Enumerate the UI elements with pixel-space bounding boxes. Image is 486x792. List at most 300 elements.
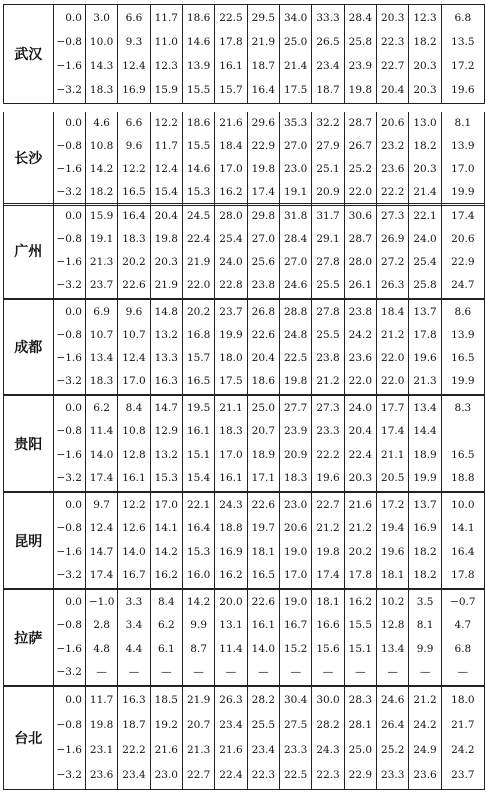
month-column <box>182 204 214 299</box>
month-column <box>247 111 279 206</box>
temperature-value: 23.9 <box>283 425 308 438</box>
month-column <box>85 687 117 790</box>
month-column <box>441 396 484 492</box>
temperature-value: 13.9 <box>186 60 211 72</box>
month-column <box>344 5 376 104</box>
temperature-value: 4.7 <box>454 619 472 632</box>
month-column <box>182 111 214 206</box>
temperature-value: 17.8 <box>413 329 437 341</box>
temperature-value: 15.1 <box>348 642 373 655</box>
temperature-value: 16.5 <box>186 375 211 387</box>
depth-label: −1.6 <box>56 545 82 558</box>
temperature-value: 3.4 <box>125 619 143 632</box>
month-column <box>85 300 117 395</box>
temperature-value: — <box>193 665 204 678</box>
month-column <box>344 300 376 395</box>
month-column <box>150 5 182 104</box>
temperature-value: — <box>419 665 431 678</box>
depth-label: −0.8 <box>56 140 82 152</box>
temperature-value: 23.7 <box>451 769 475 781</box>
month-column <box>377 111 409 206</box>
temperature-value: 16.9 <box>122 84 146 96</box>
month-column <box>409 204 441 299</box>
temperature-value: 16.3 <box>122 694 146 706</box>
temperature-value: 19.4 <box>381 522 405 535</box>
month-column <box>312 396 344 492</box>
temperature-value: 25.2 <box>381 744 405 756</box>
month-column <box>118 590 150 686</box>
month-column <box>182 590 214 686</box>
temperature-value: 24.0 <box>348 402 373 414</box>
temperature-value: 20.0 <box>219 596 243 608</box>
temperature-value: 24.2 <box>348 329 373 341</box>
month-column <box>85 5 117 104</box>
temperature-value: 26.5 <box>316 36 340 48</box>
temperature-value: 28.4 <box>348 12 373 24</box>
temperature-value: 8.3 <box>454 402 472 414</box>
temperature-value: 17.0 <box>219 163 243 175</box>
temperature-value: 15.2 <box>283 642 308 655</box>
month-column <box>344 204 376 299</box>
temperature-value: 19.8 <box>316 545 340 558</box>
temperature-value: 15.5 <box>186 84 211 96</box>
temperature-value: 12.6 <box>122 522 146 535</box>
temperature-value: 13.2 <box>154 448 178 461</box>
depth-label: 0.0 <box>65 402 82 414</box>
month-column <box>312 5 344 104</box>
temperature-value: 14.7 <box>154 402 178 414</box>
month-column <box>118 396 150 492</box>
temperature-value: 19.8 <box>251 163 276 175</box>
temperature-value: 20.6 <box>451 233 475 245</box>
temperature-value: 31.8 <box>283 210 308 222</box>
temperature-value: 22.5 <box>219 12 243 24</box>
temperature-value: 19.7 <box>251 522 276 535</box>
temperature-value: 9.6 <box>125 306 143 318</box>
temperature-value: 21.3 <box>186 744 211 756</box>
temperature-value: 22.2 <box>316 448 340 461</box>
temperature-value: 14.2 <box>186 596 211 608</box>
temperature-value: 18.0 <box>451 694 475 706</box>
temperature-value: 12.4 <box>122 60 146 72</box>
temperature-value: 17.0 <box>219 448 243 461</box>
month-column <box>312 687 344 790</box>
month-column <box>344 590 376 686</box>
temperature-value: 13.4 <box>381 642 405 655</box>
temperature-value: 14.2 <box>154 545 178 558</box>
temperature-value: 20.4 <box>251 352 276 364</box>
temperature-value: 24.9 <box>413 744 437 756</box>
temperature-value: 20.3 <box>413 163 437 175</box>
temperature-value: 23.6 <box>381 163 405 175</box>
month-column <box>280 396 312 492</box>
temperature-value: 6.6 <box>125 12 143 24</box>
month-column <box>280 204 312 299</box>
month-column <box>150 590 182 686</box>
depth-label: −3.2 <box>56 568 82 581</box>
temperature-value: 19.6 <box>413 352 437 364</box>
city-section <box>3 110 485 206</box>
month-column <box>280 111 312 206</box>
temperature-value: 18.1 <box>381 568 405 581</box>
month-column <box>215 396 247 492</box>
temperature-value: 22.6 <box>251 499 276 511</box>
depth-label: 0.0 <box>65 694 82 706</box>
temperature-value: 10.0 <box>89 36 114 48</box>
temperature-value: 20.3 <box>413 60 437 72</box>
month-column <box>441 300 484 395</box>
month-column <box>312 493 344 589</box>
temperature-value: 6.2 <box>93 402 110 414</box>
temperature-value: 22.0 <box>186 279 211 291</box>
temperature-value: 3.5 <box>416 596 434 608</box>
temperature-value: 4.8 <box>93 642 110 655</box>
temperature-value: 20.2 <box>348 545 373 558</box>
city-name: 贵阳 <box>4 396 54 492</box>
temperature-value: 16.5 <box>451 352 475 364</box>
temperature-value: 6.1 <box>157 642 175 655</box>
temperature-value: 11.7 <box>154 140 178 152</box>
temperature-value: 18.2 <box>413 568 437 581</box>
temperature-value: 12.3 <box>413 12 437 24</box>
depth-label: −1.6 <box>56 256 82 268</box>
temperature-value: 27.0 <box>283 256 308 268</box>
temperature-value: 28.0 <box>348 256 373 268</box>
temperature-value: 23.6 <box>89 769 114 781</box>
temperature-value: 27.7 <box>283 402 308 414</box>
temperature-value: 16.4 <box>451 545 475 558</box>
temperature-value: 17.8 <box>348 568 373 581</box>
temperature-value: 21.6 <box>219 117 243 129</box>
temperature-value: 18.4 <box>381 306 405 318</box>
temperature-value: 16.9 <box>219 545 243 558</box>
temperature-value: 16.6 <box>316 619 340 632</box>
temperature-value: 12.3 <box>154 60 178 72</box>
temperature-value: 18.3 <box>89 84 114 96</box>
temperature-value: 25.5 <box>316 329 340 341</box>
temperature-value: 18.0 <box>219 352 243 364</box>
temperature-value: 10.7 <box>89 329 114 341</box>
temperature-value: 19.6 <box>451 84 475 96</box>
depth-column <box>53 204 85 299</box>
depth-label: −1.6 <box>56 642 82 655</box>
month-column <box>150 396 182 492</box>
temperature-value: 24.8 <box>283 329 308 341</box>
temperature-value: 25.4 <box>219 233 243 245</box>
temperature-value: 24.6 <box>283 279 308 291</box>
temperature-value: 19.8 <box>283 375 308 387</box>
temperature-value: 21.1 <box>219 402 243 414</box>
temperature-value: 8.4 <box>157 596 175 608</box>
temperature-value: 11.4 <box>89 425 114 438</box>
temperature-value: 14.6 <box>186 163 211 175</box>
temperature-value: 18.3 <box>283 471 308 484</box>
temperature-value: 9.9 <box>416 642 434 655</box>
temperature-value: 24.5 <box>186 210 211 222</box>
temperature-value: 21.1 <box>381 448 405 461</box>
temperature-value: 18.6 <box>186 12 211 24</box>
temperature-value: 27.8 <box>316 306 340 318</box>
temperature-value: 8.1 <box>454 117 472 129</box>
temperature-value: 23.0 <box>154 769 178 781</box>
temperature-value: 19.6 <box>316 471 340 484</box>
city-section <box>3 589 485 686</box>
temperature-value: −0.7 <box>450 596 476 608</box>
month-column <box>312 204 344 299</box>
temperature-value: 22.9 <box>348 769 373 781</box>
temperature-value: 21.9 <box>251 36 276 48</box>
temperature-value: 19.6 <box>381 545 405 558</box>
depth-label: −3.2 <box>56 665 82 678</box>
city-section <box>3 492 485 589</box>
temperature-value: 15.4 <box>186 471 211 484</box>
temperature-value: 23.6 <box>348 352 373 364</box>
temperature-value: 16.8 <box>186 329 211 341</box>
temperature-value: 13.9 <box>451 329 475 341</box>
month-column <box>280 300 312 395</box>
temperature-value: 17.4 <box>316 568 340 581</box>
temperature-value: 19.9 <box>413 471 437 484</box>
temperature-value: 14.0 <box>89 448 114 461</box>
temperature-value: 15.3 <box>154 471 178 484</box>
temperature-value: 16.5 <box>451 448 475 461</box>
temperature-value: — <box>322 665 334 678</box>
temperature-value: — <box>258 665 269 678</box>
temperature-value: 32.2 <box>316 117 340 129</box>
temperature-value: 22.2 <box>122 744 146 756</box>
temperature-value: 17.2 <box>381 499 405 511</box>
temperature-value: 29.8 <box>251 210 276 222</box>
temperature-value: 11.7 <box>154 12 178 24</box>
temperature-value: — <box>96 665 107 678</box>
temperature-value: 19.8 <box>348 84 373 96</box>
temperature-value: 35.3 <box>283 117 308 129</box>
depth-label: 0.0 <box>65 12 82 24</box>
temperature-value: 22.0 <box>348 186 373 198</box>
city-name: 武汉 <box>4 5 54 104</box>
month-column <box>182 300 214 395</box>
temperature-value: 21.9 <box>186 256 211 268</box>
temperature-value: 20.9 <box>316 186 340 198</box>
city-name: 拉萨 <box>4 590 54 686</box>
temperature-value: 18.6 <box>251 375 276 387</box>
temperature-value: 17.8 <box>219 36 243 48</box>
temperature-value: 25.1 <box>316 163 340 175</box>
temperature-value: 22.1 <box>413 210 437 222</box>
temperature-value: 17.4 <box>89 568 114 581</box>
temperature-value: 26.8 <box>251 306 276 318</box>
month-column <box>118 300 150 395</box>
temperature-value: 28.8 <box>283 306 308 318</box>
temperature-value: 16.4 <box>186 522 211 535</box>
temperature-value: 12.4 <box>122 352 146 364</box>
temperature-value: 15.7 <box>219 84 243 96</box>
temperature-value: 21.2 <box>413 694 437 706</box>
temperature-value: 12.2 <box>154 117 178 129</box>
month-column <box>312 111 344 206</box>
temperature-value: 16.1 <box>122 471 146 484</box>
temperature-value: 21.6 <box>348 499 373 511</box>
temperature-value: — <box>128 665 140 678</box>
temperature-value: 30.6 <box>348 210 373 222</box>
temperature-value: 10.7 <box>122 329 146 341</box>
month-column <box>377 493 409 589</box>
month-column <box>85 396 117 492</box>
temperature-value: 22.4 <box>186 233 211 245</box>
temperature-value: 23.1 <box>89 744 114 756</box>
temperature-value: 15.3 <box>186 186 211 198</box>
temperature-value: 21.2 <box>381 329 405 341</box>
temperature-value: 25.4 <box>413 256 437 268</box>
temperature-value: 21.3 <box>413 375 437 387</box>
temperature-value: 29.1 <box>316 233 340 245</box>
month-column <box>215 300 247 395</box>
month-column <box>441 5 484 104</box>
temperature-value: 22.0 <box>348 375 373 387</box>
depth-column <box>53 590 85 686</box>
temperature-value: 13.9 <box>451 140 475 152</box>
temperature-value: 24.3 <box>316 744 340 756</box>
temperature-value: 11.0 <box>154 36 178 48</box>
temperature-value: 22.3 <box>251 769 276 781</box>
month-column <box>409 5 441 104</box>
temperature-value: 25.8 <box>413 279 437 291</box>
temperature-value: 22.7 <box>186 769 211 781</box>
month-column <box>441 590 484 686</box>
temperature-value: 24.2 <box>413 719 437 731</box>
temperature-value: 24.3 <box>219 499 243 511</box>
temperature-value: 11.7 <box>89 694 114 706</box>
temperature-value: 26.4 <box>381 719 405 731</box>
month-column <box>118 687 150 790</box>
month-column <box>409 493 441 589</box>
temperature-value: 23.4 <box>219 719 243 731</box>
month-column <box>441 493 484 589</box>
temperature-value: 23.6 <box>413 769 437 781</box>
month-column <box>377 5 409 104</box>
temperature-value: 22.7 <box>381 60 405 72</box>
temperature-value: 21.2 <box>316 522 340 535</box>
temperature-value: 10.8 <box>89 140 114 152</box>
temperature-value: 16.4 <box>122 210 146 222</box>
temperature-value: — <box>457 665 469 678</box>
month-column <box>377 687 409 790</box>
temperature-value: 23.0 <box>283 499 308 511</box>
temperature-value: 23.4 <box>122 769 146 781</box>
month-column <box>377 204 409 299</box>
temperature-value: 17.8 <box>451 568 475 581</box>
temperature-value: 26.7 <box>348 140 373 152</box>
temperature-value: 22.8 <box>219 279 243 291</box>
temperature-value: 23.3 <box>316 425 340 438</box>
temperature-value: 16.2 <box>219 568 243 581</box>
temperature-value: 21.4 <box>283 60 308 72</box>
temperature-value: 23.8 <box>348 306 373 318</box>
temperature-value: 17.0 <box>283 568 308 581</box>
temperature-value: 22.0 <box>381 375 405 387</box>
temperature-value: 18.6 <box>186 117 211 129</box>
temperature-value: 14.1 <box>154 522 178 535</box>
temperature-value: 13.4 <box>89 352 114 364</box>
temperature-value: 18.3 <box>89 375 114 387</box>
temperature-value: 20.3 <box>154 256 178 268</box>
month-column <box>377 300 409 395</box>
temperature-value: 22.1 <box>186 499 211 511</box>
month-column <box>247 5 279 104</box>
month-column <box>280 590 312 686</box>
month-column <box>409 590 441 686</box>
month-column <box>85 493 117 589</box>
temperature-value: 21.2 <box>316 375 340 387</box>
depth-label: −0.8 <box>56 36 82 48</box>
month-column <box>409 300 441 395</box>
temperature-value: 23.3 <box>283 744 308 756</box>
temperature-value: 14.2 <box>89 163 114 175</box>
depth-label: 0.0 <box>65 117 82 129</box>
temperature-value: 19.9 <box>451 186 475 198</box>
temperature-value: 11.4 <box>219 642 243 655</box>
city-section <box>3 4 485 104</box>
month-column <box>215 204 247 299</box>
temperature-value: 19.5 <box>186 402 211 414</box>
temperature-value: 28.1 <box>348 719 373 731</box>
month-column <box>118 111 150 206</box>
month-column <box>312 300 344 395</box>
month-column <box>118 493 150 589</box>
depth-column <box>53 396 85 492</box>
temperature-value: 22.7 <box>316 499 340 511</box>
temperature-value: 18.3 <box>122 233 146 245</box>
temperature-value: — <box>355 665 366 678</box>
depth-label: −0.8 <box>56 425 82 438</box>
temperature-value: 23.8 <box>316 352 340 364</box>
month-column <box>280 687 312 790</box>
temperature-value: 15.4 <box>154 186 178 198</box>
temperature-value: 18.8 <box>219 522 243 535</box>
temperature-value: — <box>161 665 172 678</box>
temperature-value: 22.0 <box>381 352 405 364</box>
depth-label: −1.6 <box>56 352 82 364</box>
temperature-value: 25.0 <box>283 36 308 48</box>
temperature-value: 22.5 <box>283 769 308 781</box>
city-name: 台北 <box>4 687 54 790</box>
month-column <box>409 111 441 206</box>
temperature-value: 17.4 <box>451 210 475 222</box>
temperature-value: 19.2 <box>154 719 178 731</box>
depth-label: −3.2 <box>56 471 82 484</box>
temperature-value: 10.0 <box>451 499 475 511</box>
temperature-value: 18.1 <box>251 545 276 558</box>
month-column <box>118 5 150 104</box>
temperature-value: 25.5 <box>316 279 340 291</box>
month-column <box>409 687 441 790</box>
temperature-value: 20.3 <box>381 12 405 24</box>
temperature-value: 27.0 <box>251 233 276 245</box>
temperature-value: 15.6 <box>316 642 340 655</box>
depth-label: 0.0 <box>65 596 82 608</box>
city-section <box>3 299 485 395</box>
temperature-value: 6.8 <box>454 642 472 655</box>
month-column <box>150 111 182 206</box>
temperature-value: 14.0 <box>122 545 146 558</box>
temperature-value: 34.0 <box>283 12 308 24</box>
month-column <box>118 204 150 299</box>
temperature-value: 21.7 <box>451 719 475 731</box>
temperature-value: 25.8 <box>348 36 373 48</box>
month-column <box>182 396 214 492</box>
month-column <box>409 396 441 492</box>
city-name: 广州 <box>4 204 54 299</box>
